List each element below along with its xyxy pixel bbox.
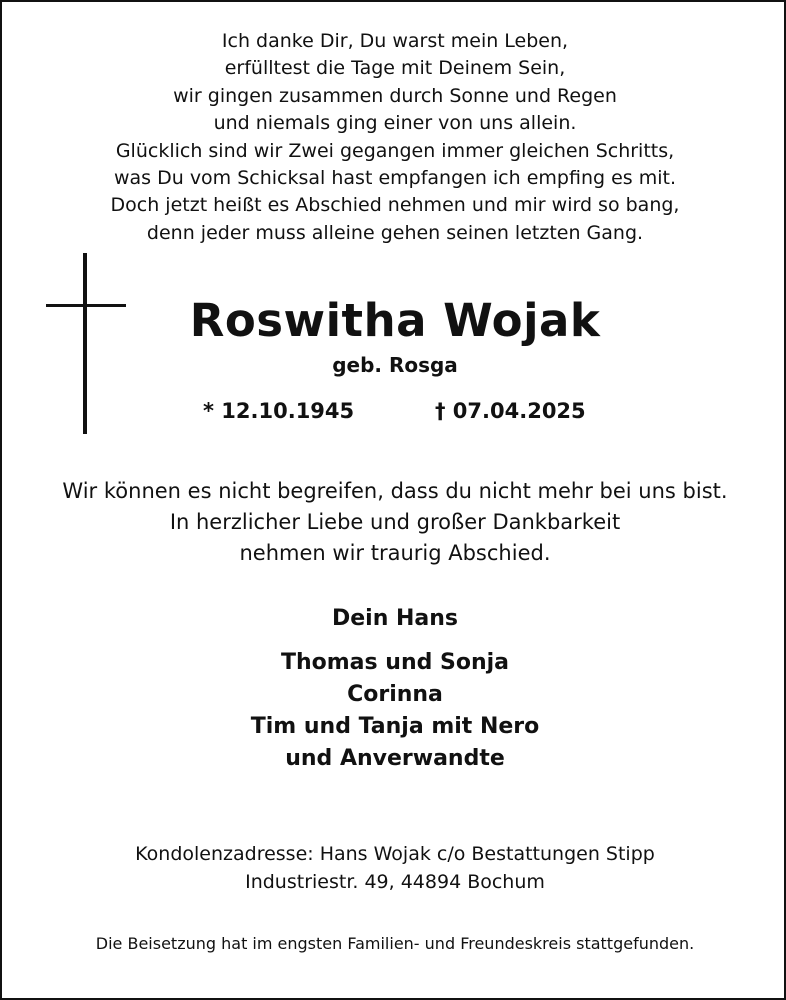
tribute-line: nehmen wir traurig Abschied.: [239, 541, 551, 565]
poem-line: erfülltest die Tage mit Deinem Sein,: [224, 57, 566, 80]
poem-line: was Du vom Schicksal hast empfangen ich empfing es mit.: [113, 167, 676, 190]
mourner-list: [2, 647, 786, 775]
tribute-text: [2, 476, 786, 569]
mourner-entry: Tim und Tanja mit Nero: [250, 714, 540, 739]
poem-line: Glücklich sind wir Zwei gegangen immer gleichen Schritts,: [115, 139, 675, 162]
poem-line: Doch jetzt heißt es Abschied nehmen und mir wird so bang,: [110, 194, 680, 217]
mourner-spouse: Dein Hans: [331, 606, 459, 631]
tribute-line: Wir können es nicht begreifen, dass du nicht mehr bei uns bist.: [62, 479, 728, 503]
poem: [2, 28, 786, 247]
poem-line: und niemals ging einer von uns allein.: [213, 112, 577, 135]
address-line: Industriestr. 49, 44894 Bochum: [245, 871, 545, 893]
poem-line: Ich danke Dir, Du warst mein Leben,: [221, 30, 569, 52]
mourner-entry: und Anverwandte: [285, 746, 505, 771]
poem-line: denn jeder muss alleine gehen seinen letzten Gang.: [146, 221, 644, 244]
deceased-name: Roswitha Wojak: [189, 294, 601, 347]
mourner-entry: Thomas und Sonja: [280, 650, 510, 675]
condolence-address: [2, 840, 786, 896]
burial-note: Die Beisetzung hat im engsten Familien- und Freundeskreis stattgefunden.: [95, 934, 695, 953]
birth-date: * 12.10.1945: [203, 399, 355, 423]
mourner-entry: Corinna: [347, 682, 443, 707]
poem-line: wir gingen zusammen durch Sonne und Regen: [173, 84, 617, 107]
death-date: † 07.04.2025: [435, 399, 586, 423]
birth-name: geb. Rosga: [332, 353, 458, 377]
tribute-line: In herzlicher Liebe und großer Dankbarkeit: [169, 510, 621, 534]
address-line: Kondolenzadresse: Hans Wojak c/o Bestattungen Stipp: [135, 843, 655, 865]
